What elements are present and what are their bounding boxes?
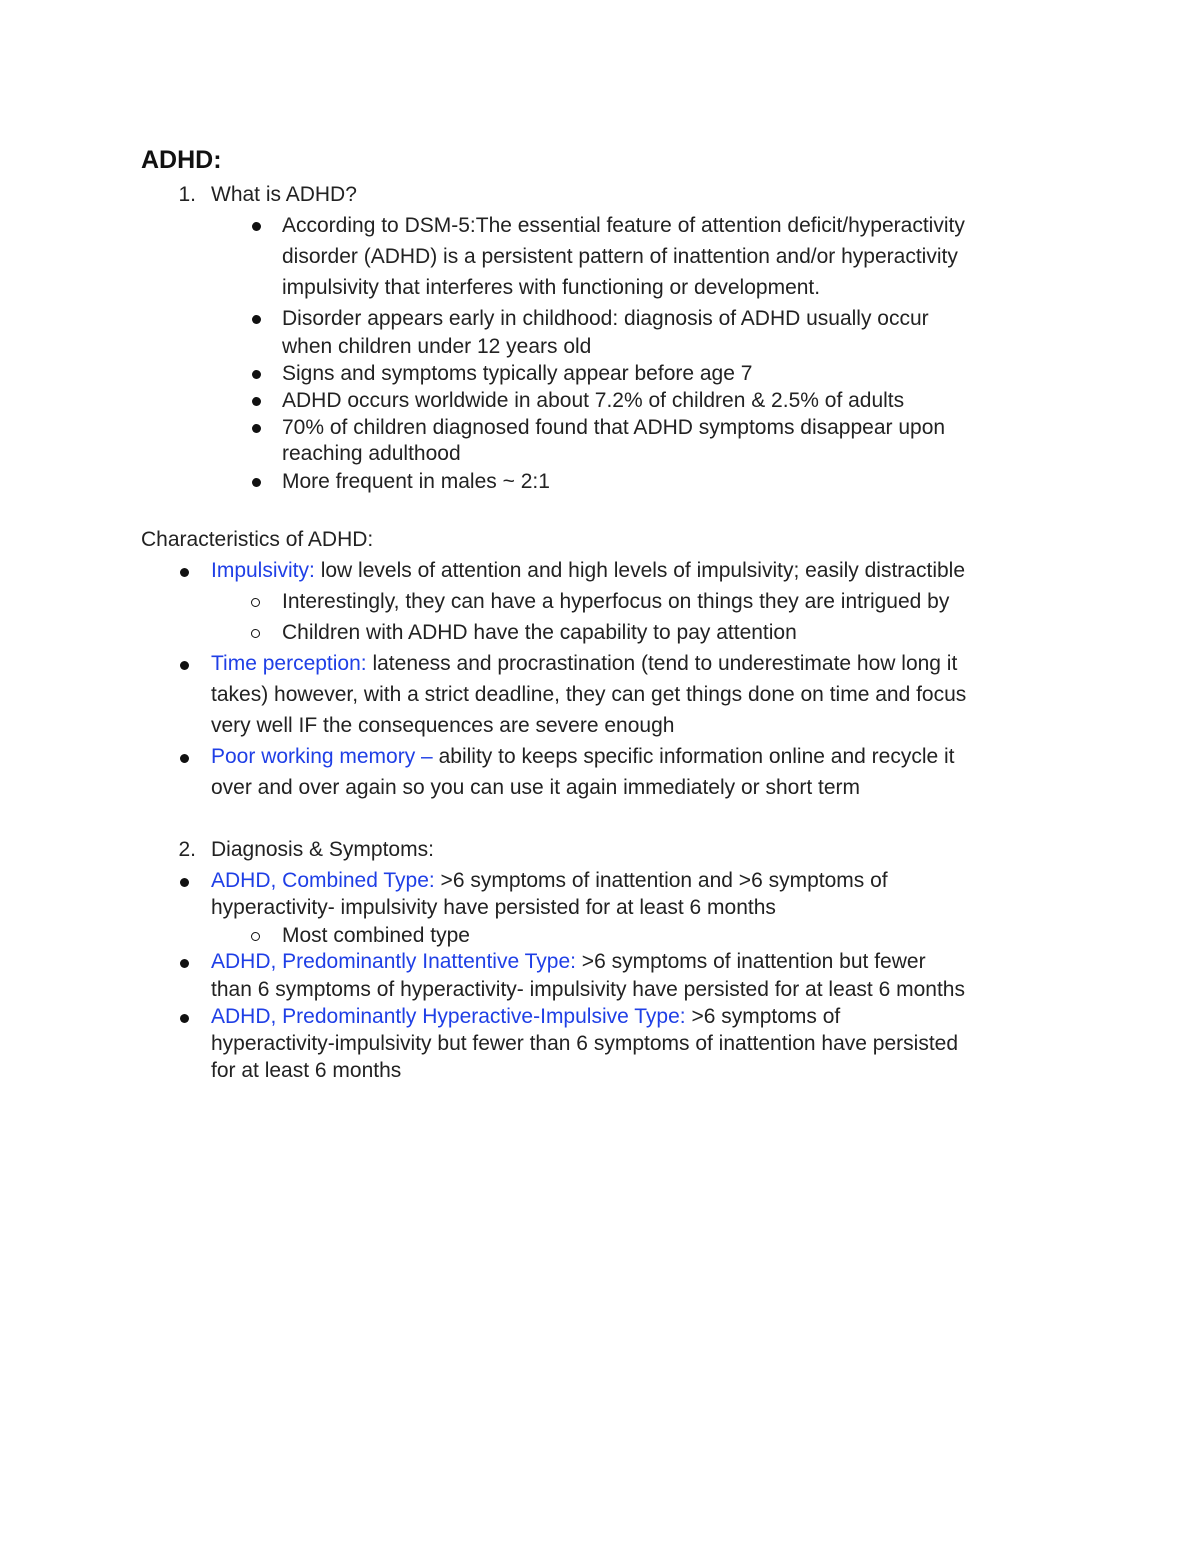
sub-bullet-icon: [251, 932, 260, 941]
section1-bullet-5-line-2: reaching adulthood: [282, 442, 461, 465]
impulsivity-sub-2: Children with ADHD have the capability to pay attention: [282, 621, 797, 644]
bullet-icon: [180, 878, 189, 887]
list-number-2: 2.: [178, 838, 196, 861]
term-description: >6 symptoms of inattention and >6 symptoms of: [434, 869, 888, 892]
inattentive-type-line-2: than 6 symptoms of hyperactivity- impulsivity have persisted for at least 6 months: [211, 978, 965, 1001]
diagnosis-inattentive-type: [211, 948, 926, 976]
hyperactive-type-line-3: for at least 6 months: [211, 1059, 402, 1082]
characteristic-time-perception: [211, 650, 957, 678]
term-label: ADHD, Predominantly Inattentive Type:: [211, 950, 576, 973]
bullet-icon: [252, 370, 261, 379]
section1-bullet-5-line-1: 70% of children diagnosed found that ADHD symptoms disappear upon: [282, 416, 946, 439]
term-description: >6 symptoms of: [685, 1005, 841, 1028]
characteristic-impulsivity: [211, 557, 965, 585]
term-description: ability to keeps specific information online and recycle it: [432, 745, 955, 768]
working-memory-line-2: over and over again so you can use it again immediately or short term: [211, 776, 861, 799]
characteristics-heading: Characteristics of ADHD:: [141, 528, 374, 551]
bullet-icon: [252, 478, 261, 487]
section1-bullet-6-line-1: More frequent in males ~ 2:1: [282, 470, 550, 493]
bullet-icon: [252, 315, 261, 324]
section1-bullet-3-line-1: Signs and symptoms typically appear before age 7: [282, 362, 753, 385]
term-description: >6 symptoms of inattention but fewer: [575, 950, 926, 973]
list-number-1: 1.: [178, 183, 196, 206]
bullet-icon: [252, 397, 261, 406]
section1-bullet-1-line-3: impulsivity that interferes with functioning or development.: [282, 276, 821, 299]
bullet-icon: [180, 1014, 189, 1023]
term-label: ADHD, Combined Type:: [211, 869, 435, 892]
section1-heading: What is ADHD?: [211, 183, 357, 206]
term-label: Poor working memory –: [211, 745, 433, 768]
section2-heading: Diagnosis & Symptoms:: [211, 838, 434, 861]
bullet-icon: [252, 222, 261, 231]
sub-bullet-icon: [251, 629, 260, 638]
hyperactive-type-line-2: hyperactivity-impulsivity but fewer than 6 symptoms of inattention have persisted: [211, 1032, 959, 1055]
term-description: lateness and procrastination (tend to underestimate how long it: [366, 652, 958, 675]
bullet-icon: [180, 959, 189, 968]
section1-bullet-1-line-2: disorder (ADHD) is a persistent pattern of inattention and/or hyperactivity: [282, 245, 958, 268]
characteristic-working-memory: [211, 743, 955, 771]
bullet-icon: [180, 754, 189, 763]
time-perception-line-3: very well IF the consequences are severe enough: [211, 714, 675, 737]
section1-bullet-2-line-1: Disorder appears early in childhood: diagnosis of ADHD usually occur: [282, 307, 929, 330]
combined-type-line-2: hyperactivity- impulsivity have persisted for at least 6 months: [211, 896, 776, 919]
term-description: low levels of attention and high levels of impulsivity; easily distractible: [314, 559, 966, 582]
diagnosis-hyperactive-type: [211, 1003, 840, 1031]
section1-bullet-2-line-2: when children under 12 years old: [282, 335, 592, 358]
impulsivity-sub-1: Interestingly, they can have a hyperfocus on things they are intrigued by: [282, 590, 950, 613]
term-label: Impulsivity:: [211, 559, 315, 582]
diagnosis-combined-type: [211, 867, 888, 895]
combined-type-sub-1: Most combined type: [282, 924, 470, 947]
section1-bullet-4-line-1: ADHD occurs worldwide in about 7.2% of children & 2.5% of adults: [282, 389, 905, 412]
bullet-icon: [180, 661, 189, 670]
bullet-icon: [252, 424, 261, 433]
bullet-icon: [180, 568, 189, 577]
term-label: Time perception:: [211, 652, 367, 675]
time-perception-line-2: takes) however, with a strict deadline, they can get things done on time and focus: [211, 683, 967, 706]
page-title: ADHD:: [141, 146, 222, 174]
term-label: ADHD, Predominantly Hyperactive-Impulsive Type:: [211, 1005, 686, 1028]
sub-bullet-icon: [251, 598, 260, 607]
section1-bullet-1-line-1: According to DSM-5:The essential feature of attention deficit/hyperactivity: [282, 214, 965, 237]
